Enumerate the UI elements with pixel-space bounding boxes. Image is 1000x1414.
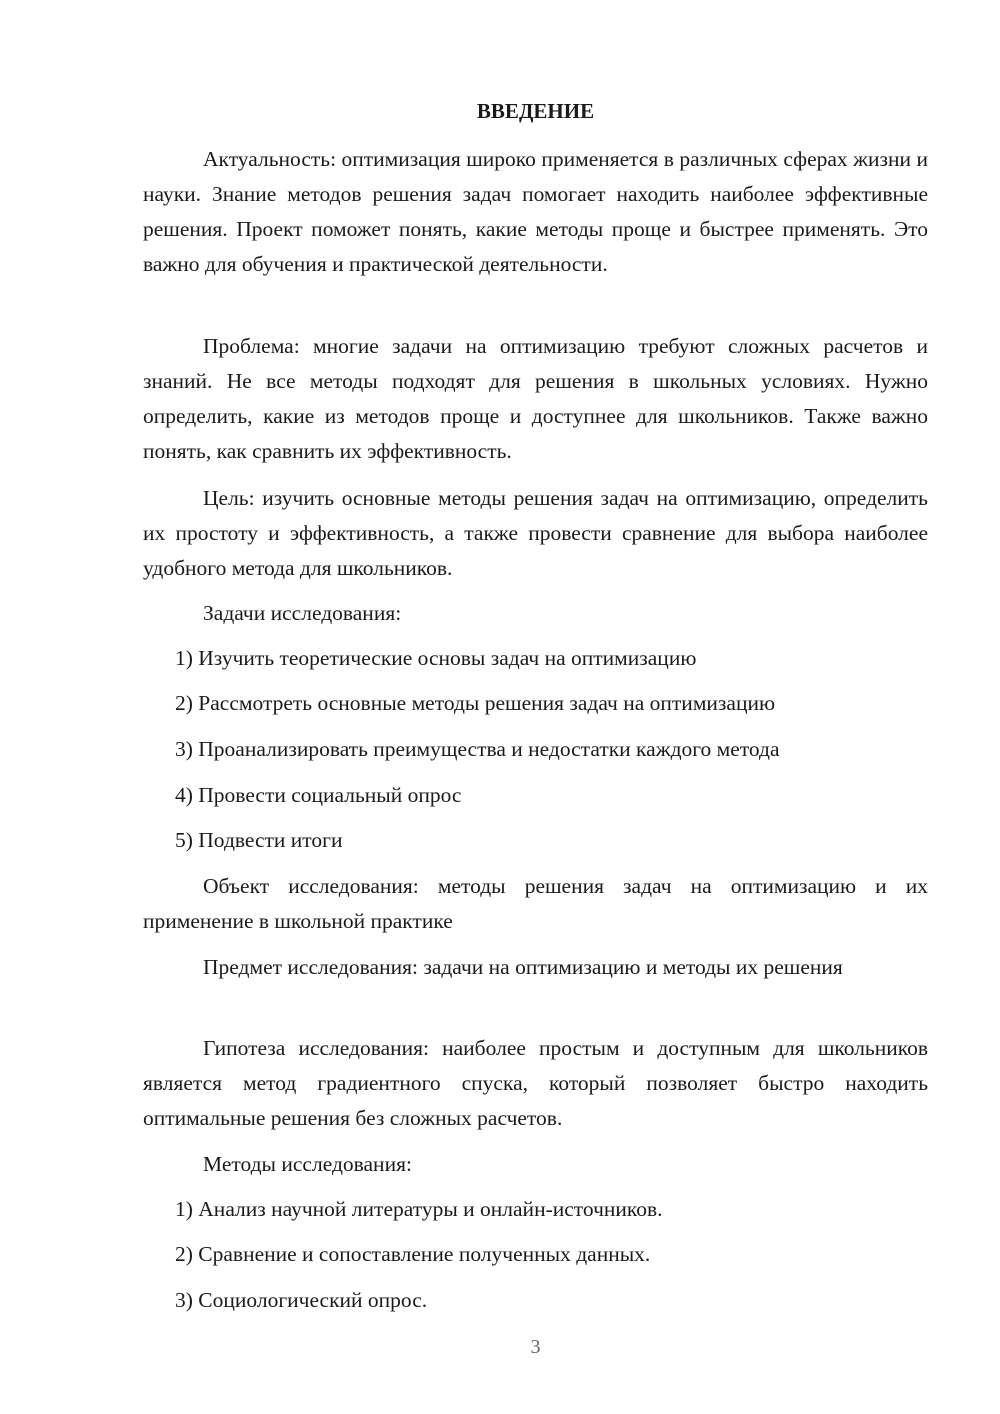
page-title: ВВЕДЕНИЕ [476, 99, 595, 123]
page-number: 3 [530, 1336, 541, 1358]
relevance-paragraph: Актуальность: оптимизация широко применяется в различных сферах жизни и науки. Знание методов решения задач помогает находить наиболее эффективные решения. Проект поможет понять, какие методы проще и быстрее применять. Это важно для обучения и практической деятельности. [143, 147, 928, 276]
methods-heading: Методы исследования: [203, 1152, 412, 1176]
task-item-3: 3) Проанализировать преимущества и недостатки каждого метода [175, 737, 780, 761]
task-item-2: 2) Рассмотреть основные методы решения задач на оптимизацию [175, 691, 776, 715]
subject-paragraph: Предмет исследования: задачи на оптимизацию и методы их решения [203, 955, 843, 979]
method-item-3: 3) Социологический опрос. [175, 1288, 428, 1312]
task-item-5: 5) Подвести итоги [175, 828, 343, 852]
object-paragraph: Объект исследования: методы решения задач на оптимизацию и их применение в школьной практике [143, 874, 928, 933]
document-page [143, 0, 928, 1414]
task-item-4: 4) Провести социальный опрос [175, 783, 462, 807]
method-item-2: 2) Сравнение и сопоставление полученных данных. [175, 1242, 651, 1266]
goal-paragraph: Цель: изучить основные методы решения задач на оптимизацию, определить их простоту и эффективность, а также провести сравнение для выбора наиболее удобного метода для школьников. [143, 486, 928, 580]
hypothesis-paragraph: Гипотеза исследования: наиболее простым и доступным для школьников является метод градиентного спуска, который позволяет быстро находить оптимальные решения без сложных расчетов. [143, 1036, 928, 1130]
task-item-1: 1) Изучить теоретические основы задач на оптимизацию [175, 646, 697, 670]
tasks-heading: Задачи исследования: [203, 601, 402, 625]
method-item-1: 1) Анализ научной литературы и онлайн-источников. [175, 1197, 663, 1221]
problem-paragraph: Проблема: многие задачи на оптимизацию требуют сложных расчетов и знаний. Не все методы подходят для решения в школьных условиях. Нужно определить, какие из методов проще и доступнее для школьников. Также важно понять, как сравнить их эффективность. [143, 334, 928, 463]
